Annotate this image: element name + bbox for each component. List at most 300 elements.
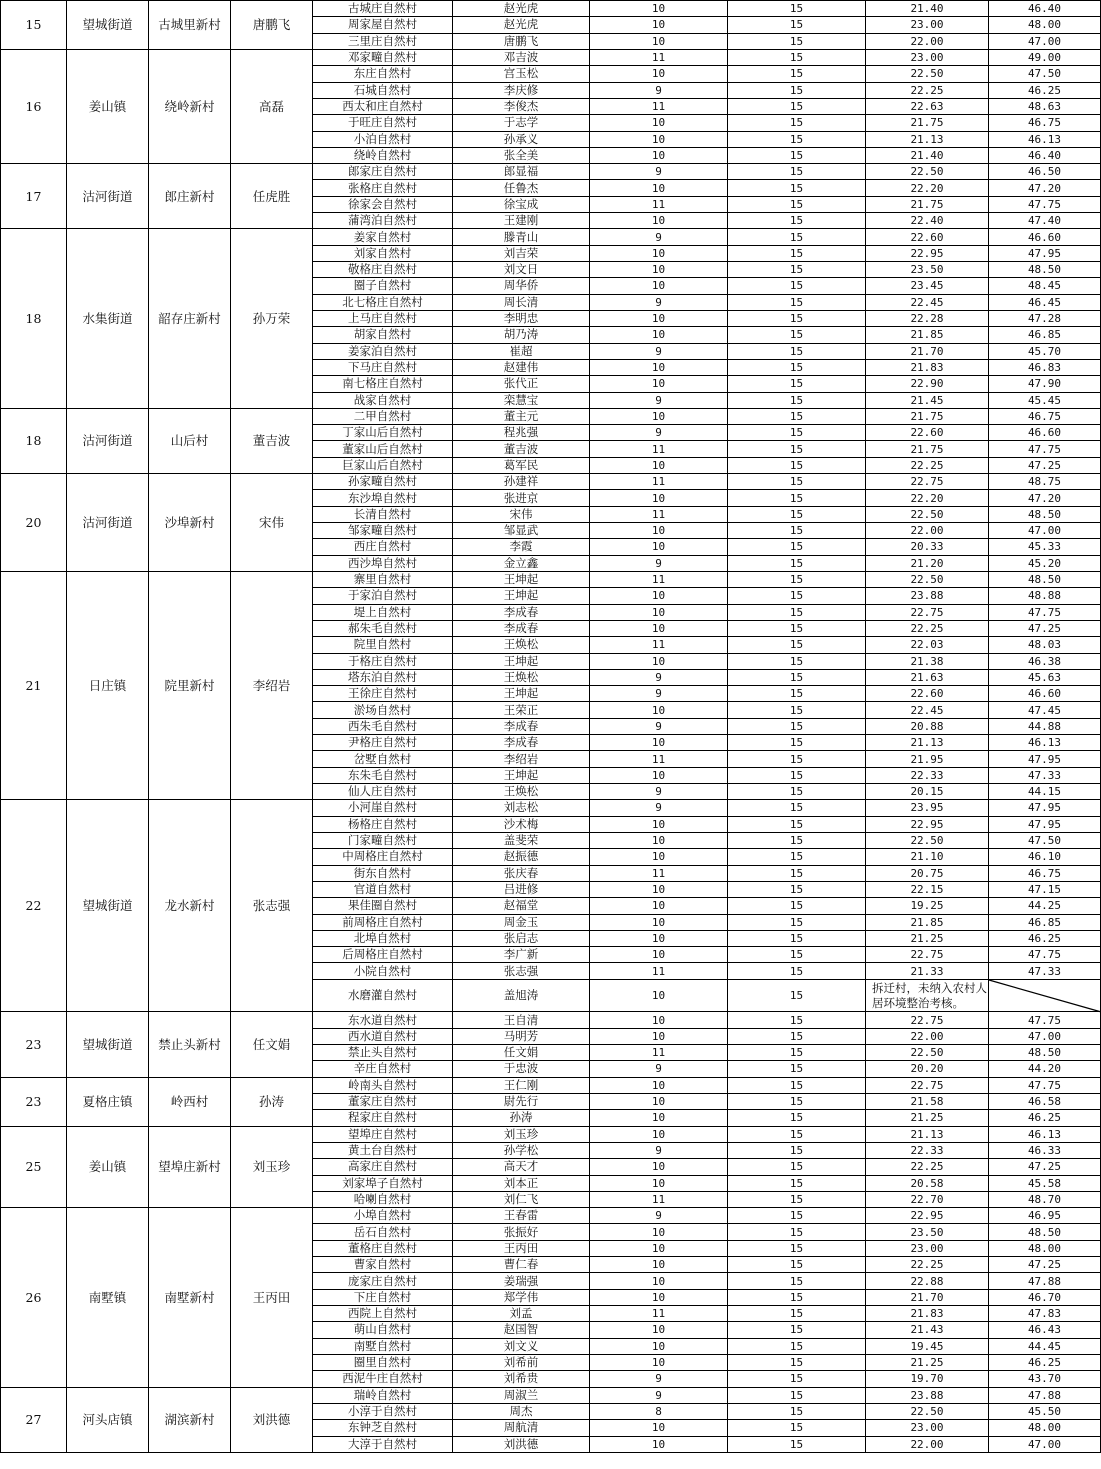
leader-cell: 刘洪德 bbox=[231, 1387, 313, 1452]
natural-village-cell: 敬格庄自然村 bbox=[313, 262, 453, 278]
responsible-person-cell: 孙学松 bbox=[453, 1142, 590, 1158]
rank-cell: 21 bbox=[1, 571, 67, 799]
score-b-cell: 15 bbox=[728, 262, 866, 278]
score-c-cell: 22.75 bbox=[866, 474, 989, 490]
leader-cell: 高磊 bbox=[231, 49, 313, 163]
leader-cell: 任文娟 bbox=[231, 1012, 313, 1077]
natural-village-cell: 东沙埠自然村 bbox=[313, 490, 453, 506]
score-a-cell: 10 bbox=[590, 1110, 728, 1126]
total-score-cell: 49.00 bbox=[989, 49, 1101, 65]
responsible-person-cell: 周华侨 bbox=[453, 278, 590, 294]
total-score-cell: 47.33 bbox=[989, 963, 1101, 979]
score-a-cell: 10 bbox=[590, 735, 728, 751]
natural-village-cell: 尹格庄自然村 bbox=[313, 735, 453, 751]
natural-village-cell: 周家屋自然村 bbox=[313, 17, 453, 33]
natural-village-cell: 曹家自然村 bbox=[313, 1257, 453, 1273]
natural-village-cell: 于旺庄自然村 bbox=[313, 115, 453, 131]
responsible-person-cell: 邹显武 bbox=[453, 523, 590, 539]
score-c-cell: 21.70 bbox=[866, 343, 989, 359]
score-c-cell: 21.25 bbox=[866, 1110, 989, 1126]
score-a-cell: 10 bbox=[590, 131, 728, 147]
score-b-cell: 15 bbox=[728, 1142, 866, 1158]
score-a-cell: 11 bbox=[590, 1191, 728, 1207]
total-score-cell: 47.00 bbox=[989, 523, 1101, 539]
score-a-cell: 10 bbox=[590, 523, 728, 539]
score-a-cell: 9 bbox=[590, 1371, 728, 1387]
score-c-cell: 22.75 bbox=[866, 604, 989, 620]
score-c-cell: 21.70 bbox=[866, 1289, 989, 1305]
rank-cell: 16 bbox=[1, 49, 67, 163]
natural-village-cell: 北埠自然村 bbox=[313, 930, 453, 946]
responsible-person-cell: 崔超 bbox=[453, 343, 590, 359]
score-c-cell: 22.03 bbox=[866, 637, 989, 653]
score-a-cell: 10 bbox=[590, 914, 728, 930]
responsible-person-cell: 王坤起 bbox=[453, 653, 590, 669]
natural-village-cell: 古城庄自然村 bbox=[313, 1, 453, 17]
score-b-cell: 15 bbox=[728, 490, 866, 506]
total-score-cell: 44.25 bbox=[989, 898, 1101, 914]
score-b-cell: 15 bbox=[728, 1354, 866, 1370]
total-score-cell: 46.10 bbox=[989, 849, 1101, 865]
score-c-cell: 22.70 bbox=[866, 1191, 989, 1207]
score-c-cell: 22.28 bbox=[866, 310, 989, 326]
score-c-cell: 21.25 bbox=[866, 1354, 989, 1370]
score-b-cell: 15 bbox=[728, 359, 866, 375]
responsible-person-cell: 李绍岩 bbox=[453, 751, 590, 767]
responsible-person-cell: 刘希贵 bbox=[453, 1371, 590, 1387]
score-c-cell: 20.20 bbox=[866, 1061, 989, 1077]
total-score-cell: 46.45 bbox=[989, 294, 1101, 310]
responsible-person-cell: 董吉波 bbox=[453, 441, 590, 457]
score-c-cell: 23.50 bbox=[866, 1224, 989, 1240]
score-a-cell: 10 bbox=[590, 359, 728, 375]
total-score-cell: 48.50 bbox=[989, 1224, 1101, 1240]
responsible-person-cell: 宫玉松 bbox=[453, 66, 590, 82]
natural-village-cell: 北七格庄自然村 bbox=[313, 294, 453, 310]
responsible-person-cell: 周长清 bbox=[453, 294, 590, 310]
natural-village-cell: 西泥牛庄自然村 bbox=[313, 1371, 453, 1387]
responsible-person-cell: 刘玉珍 bbox=[453, 1126, 590, 1142]
natural-village-cell: 绕岭自然村 bbox=[313, 147, 453, 163]
total-score-cell: 47.95 bbox=[989, 751, 1101, 767]
natural-village-cell: 岭南头自然村 bbox=[313, 1077, 453, 1093]
natural-village-cell: 西庄自然村 bbox=[313, 539, 453, 555]
exemption-note-cell: 拆迁村，未纳入农村人居环境整治考核。 bbox=[866, 979, 989, 1012]
score-b-cell: 15 bbox=[728, 1257, 866, 1273]
score-c-cell: 23.95 bbox=[866, 800, 989, 816]
struck-out-cell bbox=[989, 979, 1101, 1012]
score-c-cell: 22.95 bbox=[866, 816, 989, 832]
score-c-cell: 21.33 bbox=[866, 963, 989, 979]
score-a-cell: 11 bbox=[590, 1306, 728, 1322]
total-score-cell: 47.40 bbox=[989, 213, 1101, 229]
score-c-cell: 22.50 bbox=[866, 832, 989, 848]
total-score-cell: 46.85 bbox=[989, 914, 1101, 930]
natural-village-cell: 二甲自然村 bbox=[313, 408, 453, 424]
natural-village-cell: 街东自然村 bbox=[313, 865, 453, 881]
total-score-cell: 46.40 bbox=[989, 1, 1101, 17]
total-score-cell: 46.43 bbox=[989, 1322, 1101, 1338]
score-b-cell: 15 bbox=[728, 1061, 866, 1077]
total-score-cell: 44.45 bbox=[989, 1338, 1101, 1354]
natural-village-cell: 萌山自然村 bbox=[313, 1322, 453, 1338]
total-score-cell: 46.33 bbox=[989, 1142, 1101, 1158]
responsible-person-cell: 王自清 bbox=[453, 1012, 590, 1028]
natural-village-cell: 战家自然村 bbox=[313, 392, 453, 408]
score-b-cell: 15 bbox=[728, 229, 866, 245]
responsible-person-cell: 王焕松 bbox=[453, 784, 590, 800]
score-b-cell: 15 bbox=[728, 1028, 866, 1044]
score-a-cell: 11 bbox=[590, 49, 728, 65]
natural-village-cell: 上马庄自然村 bbox=[313, 310, 453, 326]
score-a-cell: 9 bbox=[590, 425, 728, 441]
natural-village-cell: 邓家疃自然村 bbox=[313, 49, 453, 65]
new-village-cell: 沙埠新村 bbox=[149, 474, 231, 572]
score-b-cell: 15 bbox=[728, 784, 866, 800]
natural-village-cell: 西院上自然村 bbox=[313, 1306, 453, 1322]
total-score-cell: 46.25 bbox=[989, 1354, 1101, 1370]
score-a-cell: 11 bbox=[590, 441, 728, 457]
total-score-cell: 47.95 bbox=[989, 800, 1101, 816]
total-score-cell: 46.95 bbox=[989, 1208, 1101, 1224]
responsible-person-cell: 王坤起 bbox=[453, 588, 590, 604]
natural-village-cell: 董家庄自然村 bbox=[313, 1093, 453, 1109]
table-row bbox=[1, 1077, 1101, 1093]
score-c-cell: 22.50 bbox=[866, 506, 989, 522]
total-score-cell: 48.75 bbox=[989, 474, 1101, 490]
responsible-person-cell: 盖斐荣 bbox=[453, 832, 590, 848]
total-score-cell: 47.00 bbox=[989, 33, 1101, 49]
total-score-cell: 46.75 bbox=[989, 408, 1101, 424]
score-c-cell: 23.00 bbox=[866, 17, 989, 33]
score-c-cell: 21.75 bbox=[866, 408, 989, 424]
natural-village-cell: 院里自然村 bbox=[313, 637, 453, 653]
score-c-cell: 22.33 bbox=[866, 767, 989, 783]
table-row bbox=[1, 1, 1101, 17]
score-a-cell: 8 bbox=[590, 1403, 728, 1419]
total-score-cell: 48.00 bbox=[989, 1240, 1101, 1256]
score-c-cell: 22.50 bbox=[866, 164, 989, 180]
leader-cell: 任虎胜 bbox=[231, 164, 313, 229]
score-a-cell: 10 bbox=[590, 620, 728, 636]
score-b-cell: 15 bbox=[728, 1436, 866, 1452]
natural-village-cell: 郎家庄自然村 bbox=[313, 164, 453, 180]
score-c-cell: 21.13 bbox=[866, 131, 989, 147]
total-score-cell: 46.60 bbox=[989, 229, 1101, 245]
responsible-person-cell: 王坤起 bbox=[453, 686, 590, 702]
score-c-cell: 22.33 bbox=[866, 1142, 989, 1158]
responsible-person-cell: 郑学伟 bbox=[453, 1289, 590, 1305]
score-b-cell: 15 bbox=[728, 930, 866, 946]
score-a-cell: 11 bbox=[590, 963, 728, 979]
responsible-person-cell: 王建刚 bbox=[453, 213, 590, 229]
responsible-person-cell: 李霞 bbox=[453, 539, 590, 555]
score-c-cell: 22.50 bbox=[866, 571, 989, 587]
score-b-cell: 15 bbox=[728, 1012, 866, 1028]
new-village-cell: 龙水新村 bbox=[149, 800, 231, 1012]
score-c-cell: 21.75 bbox=[866, 115, 989, 131]
natural-village-cell: 圈里自然村 bbox=[313, 1354, 453, 1370]
responsible-person-cell: 刘吉荣 bbox=[453, 245, 590, 261]
responsible-person-cell: 赵光虎 bbox=[453, 1, 590, 17]
score-a-cell: 10 bbox=[590, 702, 728, 718]
score-b-cell: 15 bbox=[728, 588, 866, 604]
score-a-cell: 11 bbox=[590, 751, 728, 767]
score-c-cell: 21.63 bbox=[866, 669, 989, 685]
leader-cell: 宋伟 bbox=[231, 474, 313, 572]
score-a-cell: 10 bbox=[590, 115, 728, 131]
responsible-person-cell: 王坤起 bbox=[453, 571, 590, 587]
score-c-cell: 22.25 bbox=[866, 1159, 989, 1175]
new-village-cell: 绕岭新村 bbox=[149, 49, 231, 163]
responsible-person-cell: 李庆修 bbox=[453, 82, 590, 98]
total-score-cell: 45.63 bbox=[989, 669, 1101, 685]
score-b-cell: 15 bbox=[728, 115, 866, 131]
responsible-person-cell: 周航清 bbox=[453, 1420, 590, 1436]
score-a-cell: 10 bbox=[590, 1028, 728, 1044]
score-a-cell: 9 bbox=[590, 1208, 728, 1224]
table-row bbox=[1, 164, 1101, 180]
score-c-cell: 22.25 bbox=[866, 457, 989, 473]
score-c-cell: 22.00 bbox=[866, 1436, 989, 1452]
total-score-cell: 46.83 bbox=[989, 359, 1101, 375]
responsible-person-cell: 李明忠 bbox=[453, 310, 590, 326]
responsible-person-cell: 刘本正 bbox=[453, 1175, 590, 1191]
score-a-cell: 11 bbox=[590, 196, 728, 212]
responsible-person-cell: 盖旭涛 bbox=[453, 979, 590, 1012]
new-village-cell: 禁止头新村 bbox=[149, 1012, 231, 1077]
score-c-cell: 20.58 bbox=[866, 1175, 989, 1191]
score-c-cell: 22.75 bbox=[866, 947, 989, 963]
score-c-cell: 22.00 bbox=[866, 1028, 989, 1044]
score-b-cell: 15 bbox=[728, 1224, 866, 1240]
score-a-cell: 11 bbox=[590, 865, 728, 881]
leader-cell: 唐鹏飞 bbox=[231, 1, 313, 50]
natural-village-cell: 岔墅自然村 bbox=[313, 751, 453, 767]
score-a-cell: 10 bbox=[590, 1, 728, 17]
score-a-cell: 10 bbox=[590, 180, 728, 196]
total-score-cell: 48.63 bbox=[989, 98, 1101, 114]
score-a-cell: 11 bbox=[590, 98, 728, 114]
natural-village-cell: 东朱毛自然村 bbox=[313, 767, 453, 783]
score-b-cell: 15 bbox=[728, 164, 866, 180]
responsible-person-cell: 赵福堂 bbox=[453, 898, 590, 914]
score-c-cell: 22.88 bbox=[866, 1273, 989, 1289]
score-c-cell: 21.83 bbox=[866, 1306, 989, 1322]
total-score-cell: 47.75 bbox=[989, 947, 1101, 963]
responsible-person-cell: 张进京 bbox=[453, 490, 590, 506]
table-row bbox=[1, 229, 1101, 245]
score-c-cell: 21.75 bbox=[866, 196, 989, 212]
natural-village-cell: 西沙埠自然村 bbox=[313, 555, 453, 571]
leader-cell: 孙涛 bbox=[231, 1077, 313, 1126]
responsible-person-cell: 尉先行 bbox=[453, 1093, 590, 1109]
score-b-cell: 15 bbox=[728, 1387, 866, 1403]
rank-cell: 25 bbox=[1, 1126, 67, 1208]
town-cell: 河头店镇 bbox=[67, 1387, 149, 1452]
natural-village-cell: 董家山后自然村 bbox=[313, 441, 453, 457]
score-c-cell: 21.38 bbox=[866, 653, 989, 669]
natural-village-cell: 巨家山后自然村 bbox=[313, 457, 453, 473]
score-a-cell: 10 bbox=[590, 262, 728, 278]
town-cell: 姜山镇 bbox=[67, 1126, 149, 1208]
score-c-cell: 21.95 bbox=[866, 751, 989, 767]
table-row bbox=[1, 1387, 1101, 1403]
leader-cell: 刘玉珍 bbox=[231, 1126, 313, 1208]
score-a-cell: 10 bbox=[590, 327, 728, 343]
score-b-cell: 15 bbox=[728, 196, 866, 212]
score-a-cell: 10 bbox=[590, 767, 728, 783]
score-b-cell: 15 bbox=[728, 474, 866, 490]
rank-cell: 17 bbox=[1, 164, 67, 229]
total-score-cell: 47.75 bbox=[989, 441, 1101, 457]
score-a-cell: 10 bbox=[590, 1436, 728, 1452]
score-b-cell: 15 bbox=[728, 1175, 866, 1191]
score-c-cell: 22.00 bbox=[866, 523, 989, 539]
natural-village-cell: 岳石自然村 bbox=[313, 1224, 453, 1240]
score-b-cell: 15 bbox=[728, 49, 866, 65]
responsible-person-cell: 张庆春 bbox=[453, 865, 590, 881]
total-score-cell: 47.90 bbox=[989, 376, 1101, 392]
natural-village-cell: 董格庄自然村 bbox=[313, 1240, 453, 1256]
score-c-cell: 21.45 bbox=[866, 392, 989, 408]
table-row bbox=[1, 1208, 1101, 1224]
score-b-cell: 15 bbox=[728, 865, 866, 881]
natural-village-cell: 胡家自然村 bbox=[313, 327, 453, 343]
score-b-cell: 15 bbox=[728, 1322, 866, 1338]
score-a-cell: 9 bbox=[590, 229, 728, 245]
new-village-cell: 岭西村 bbox=[149, 1077, 231, 1126]
score-b-cell: 15 bbox=[728, 376, 866, 392]
town-cell: 沽河街道 bbox=[67, 474, 149, 572]
natural-village-cell: 瑞岭自然村 bbox=[313, 1387, 453, 1403]
table-row bbox=[1, 1126, 1101, 1142]
total-score-cell: 47.15 bbox=[989, 881, 1101, 897]
responsible-person-cell: 刘文日 bbox=[453, 262, 590, 278]
total-score-cell: 47.20 bbox=[989, 180, 1101, 196]
natural-village-cell: 丁家山后自然村 bbox=[313, 425, 453, 441]
score-a-cell: 10 bbox=[590, 490, 728, 506]
natural-village-cell: 禁止头自然村 bbox=[313, 1045, 453, 1061]
responsible-person-cell: 曹仁春 bbox=[453, 1257, 590, 1273]
responsible-person-cell: 王仁刚 bbox=[453, 1077, 590, 1093]
responsible-person-cell: 周金玉 bbox=[453, 914, 590, 930]
responsible-person-cell: 高天才 bbox=[453, 1159, 590, 1175]
score-a-cell: 10 bbox=[590, 1354, 728, 1370]
responsible-person-cell: 孙建祥 bbox=[453, 474, 590, 490]
score-c-cell: 22.60 bbox=[866, 229, 989, 245]
score-b-cell: 15 bbox=[728, 213, 866, 229]
score-c-cell: 22.00 bbox=[866, 33, 989, 49]
score-b-cell: 15 bbox=[728, 408, 866, 424]
score-b-cell: 15 bbox=[728, 66, 866, 82]
score-a-cell: 10 bbox=[590, 947, 728, 963]
score-a-cell: 10 bbox=[590, 816, 728, 832]
score-b-cell: 15 bbox=[728, 1306, 866, 1322]
score-b-cell: 15 bbox=[728, 979, 866, 1012]
total-score-cell: 48.50 bbox=[989, 506, 1101, 522]
responsible-person-cell: 吕进修 bbox=[453, 881, 590, 897]
score-a-cell: 10 bbox=[590, 881, 728, 897]
responsible-person-cell: 李成春 bbox=[453, 620, 590, 636]
natural-village-cell: 小河崖自然村 bbox=[313, 800, 453, 816]
score-a-cell: 11 bbox=[590, 474, 728, 490]
new-village-cell: 郎庄新村 bbox=[149, 164, 231, 229]
score-b-cell: 15 bbox=[728, 816, 866, 832]
score-a-cell: 10 bbox=[590, 588, 728, 604]
score-b-cell: 15 bbox=[728, 523, 866, 539]
score-a-cell: 9 bbox=[590, 294, 728, 310]
table-row bbox=[1, 474, 1101, 490]
town-cell: 望城街道 bbox=[67, 800, 149, 1012]
total-score-cell: 46.60 bbox=[989, 686, 1101, 702]
score-b-cell: 15 bbox=[728, 327, 866, 343]
responsible-person-cell: 王丙田 bbox=[453, 1240, 590, 1256]
town-cell: 日庄镇 bbox=[67, 571, 149, 799]
natural-village-cell: 长清自然村 bbox=[313, 506, 453, 522]
total-score-cell: 48.45 bbox=[989, 278, 1101, 294]
responsible-person-cell: 金立鑫 bbox=[453, 555, 590, 571]
responsible-person-cell: 任文娟 bbox=[453, 1045, 590, 1061]
score-b-cell: 15 bbox=[728, 1403, 866, 1419]
score-c-cell: 22.95 bbox=[866, 1208, 989, 1224]
new-village-cell: 湖滨新村 bbox=[149, 1387, 231, 1452]
score-c-cell: 21.40 bbox=[866, 147, 989, 163]
score-b-cell: 15 bbox=[728, 33, 866, 49]
score-a-cell: 9 bbox=[590, 343, 728, 359]
score-b-cell: 15 bbox=[728, 620, 866, 636]
responsible-person-cell: 赵光虎 bbox=[453, 17, 590, 33]
natural-village-cell: 前周格庄自然村 bbox=[313, 914, 453, 930]
responsible-person-cell: 王坤起 bbox=[453, 767, 590, 783]
total-score-cell: 46.70 bbox=[989, 1289, 1101, 1305]
natural-village-cell: 哈喇自然村 bbox=[313, 1191, 453, 1207]
responsible-person-cell: 赵建伟 bbox=[453, 359, 590, 375]
responsible-person-cell: 胡乃涛 bbox=[453, 327, 590, 343]
score-c-cell: 22.60 bbox=[866, 686, 989, 702]
natural-village-cell: 望埠庄自然村 bbox=[313, 1126, 453, 1142]
score-b-cell: 15 bbox=[728, 310, 866, 326]
score-c-cell: 21.20 bbox=[866, 555, 989, 571]
responsible-person-cell: 王焕松 bbox=[453, 669, 590, 685]
natural-village-cell: 黄土台自然村 bbox=[313, 1142, 453, 1158]
new-village-cell: 古城里新村 bbox=[149, 1, 231, 50]
score-a-cell: 9 bbox=[590, 555, 728, 571]
score-b-cell: 15 bbox=[728, 147, 866, 163]
score-c-cell: 22.63 bbox=[866, 98, 989, 114]
score-b-cell: 15 bbox=[728, 718, 866, 734]
natural-village-cell: 三里庄自然村 bbox=[313, 33, 453, 49]
score-b-cell: 15 bbox=[728, 914, 866, 930]
natural-village-cell: 水磨灌自然村 bbox=[313, 979, 453, 1012]
town-cell: 沽河街道 bbox=[67, 164, 149, 229]
responsible-person-cell: 刘文义 bbox=[453, 1338, 590, 1354]
total-score-cell: 46.25 bbox=[989, 1110, 1101, 1126]
responsible-person-cell: 赵振德 bbox=[453, 849, 590, 865]
total-score-cell: 47.25 bbox=[989, 1159, 1101, 1175]
score-a-cell: 9 bbox=[590, 669, 728, 685]
score-a-cell: 9 bbox=[590, 392, 728, 408]
leader-cell: 孙万荣 bbox=[231, 229, 313, 408]
score-b-cell: 15 bbox=[728, 637, 866, 653]
total-score-cell: 45.45 bbox=[989, 392, 1101, 408]
total-score-cell: 46.60 bbox=[989, 425, 1101, 441]
score-b-cell: 15 bbox=[728, 686, 866, 702]
responsible-person-cell: 李俊杰 bbox=[453, 98, 590, 114]
natural-village-cell: 邹家疃自然村 bbox=[313, 523, 453, 539]
score-b-cell: 15 bbox=[728, 1110, 866, 1126]
natural-village-cell: 南七格庄自然村 bbox=[313, 376, 453, 392]
